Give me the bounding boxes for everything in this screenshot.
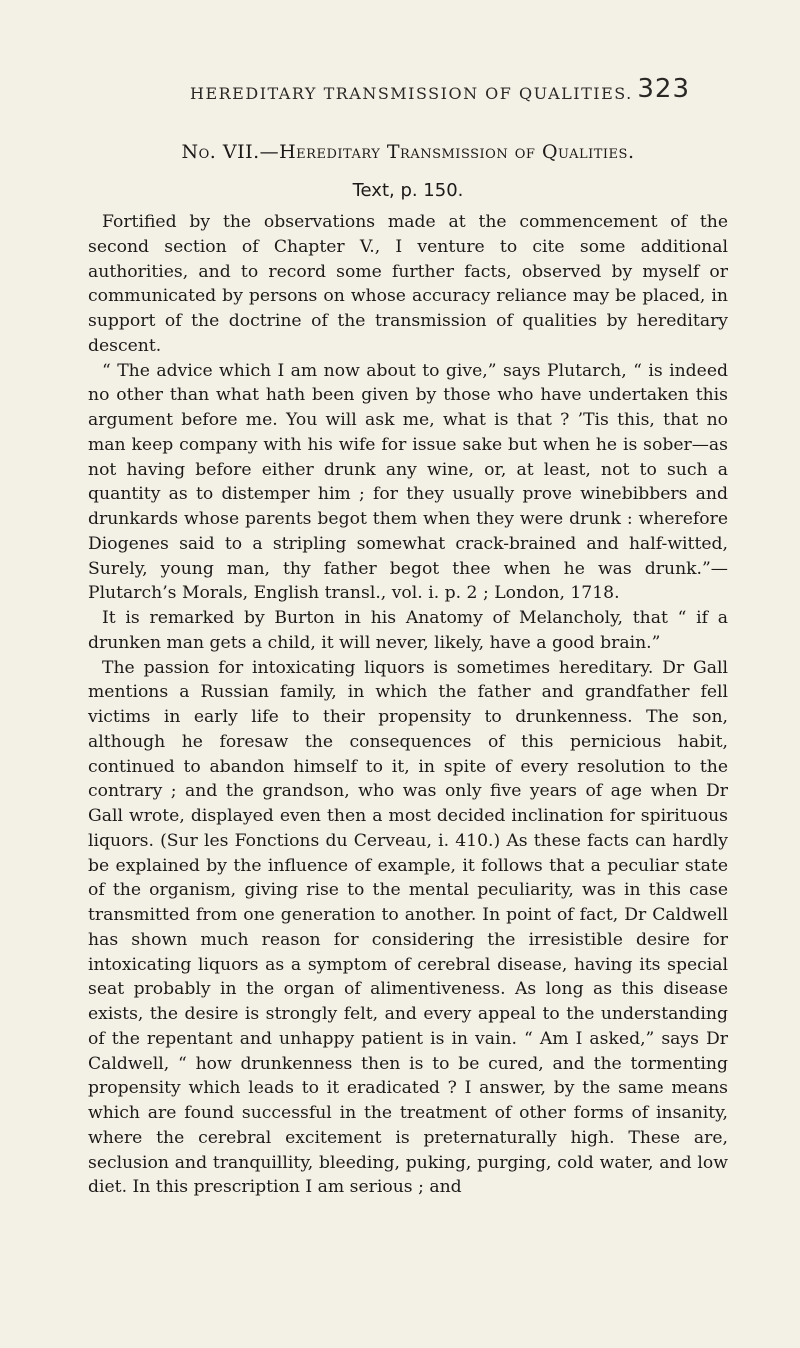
paragraph-3: It is remarked by Burton in his Anatomy of Melancholy, that “ if a drunken man gets a child, it will never, likely, have a good brain.” [88, 608, 728, 653]
paragraph-1: Fortified by the observations made at the commencement of the second section of Chapter V., I venture to cite some additional authorities, and to record some further facts, observed by myself or communicated by persons on whose accuracy reliance may be placed, in support of the doctrine of the transmission of qualities by hereditary descent. [88, 212, 728, 356]
paragraph-2: “ The advice which I am now about to give,” says Plutarch, “ is indeed no other than what hath been given by those who have undertaken this argument before me. You will ask me, what is that ? ’Tis this, that no man keep company with his wife for issue sake but when he is sober—as not having before either drunk any wine, or, at least, not to such a quantity as to distemper him ; for they usually prove winebibbers and drunkards whose parents begot them when they were drunk : wherefore Diogenes said to a stripling somewhat crack-brained and half-witted, Surely, young man, thy father begot thee when he was drunk.”—Plutarch’s Morals, English transl., vol. i. p. 2 ; London, 1718. [88, 360, 728, 604]
paragraph-4: The passion for intoxicating liquors is sometimes hereditary. Dr Gall mentions a Russian family, in which the father and grandfather fell victims in early life to their propensity to drunkenness. The son, although he foresaw the consequences of this pernicious habit, continued to abandon himself to it, in spite of every resolution to the contrary ; and the grandson, who was only five years of age when Dr Gall wrote, displayed even then a most decided inclination for spirituous liquors. (Sur les Fonctions du Cerveau, i. 410.) As these facts can hardly be explained by the influence of example, it follows that a peculiar state of the organism, giving rise to the mental peculiarity, was in this case transmitted from one generation to another. In point of fact, Dr Caldwell has shown much reason for considering the irresistible desire for intoxicating liquors as a symptom of cerebral disease, having its special seat probably in the organ of alimentiveness. As long as this disease exists, the desire is strongly felt, and every appeal to the understanding of the repentant and unhappy patient is in vain. “ Am I asked,” says Dr Caldwell, “ how drunkenness then is to be cured, and the tormenting propensity which leads to it eradicated ? I answer, by the same means which are found successful in the treatment of other forms of insanity, where the cerebral excitement is preternaturally high. These are, seclusion and tranquillity, bleeding, puking, purging, cold water, and low diet. In this prescription I am serious ; and [88, 657, 728, 1198]
running-head: HEREDITARY TRANSMISSION OF QUALITIES. [190, 84, 633, 103]
body-text [88, 210, 728, 1200]
section-heading: No. VII.—Hereditary Transmission of Qualities. [181, 141, 635, 163]
section-reference: Text, p. 150. [352, 180, 464, 201]
page-number: 323 [637, 74, 690, 104]
